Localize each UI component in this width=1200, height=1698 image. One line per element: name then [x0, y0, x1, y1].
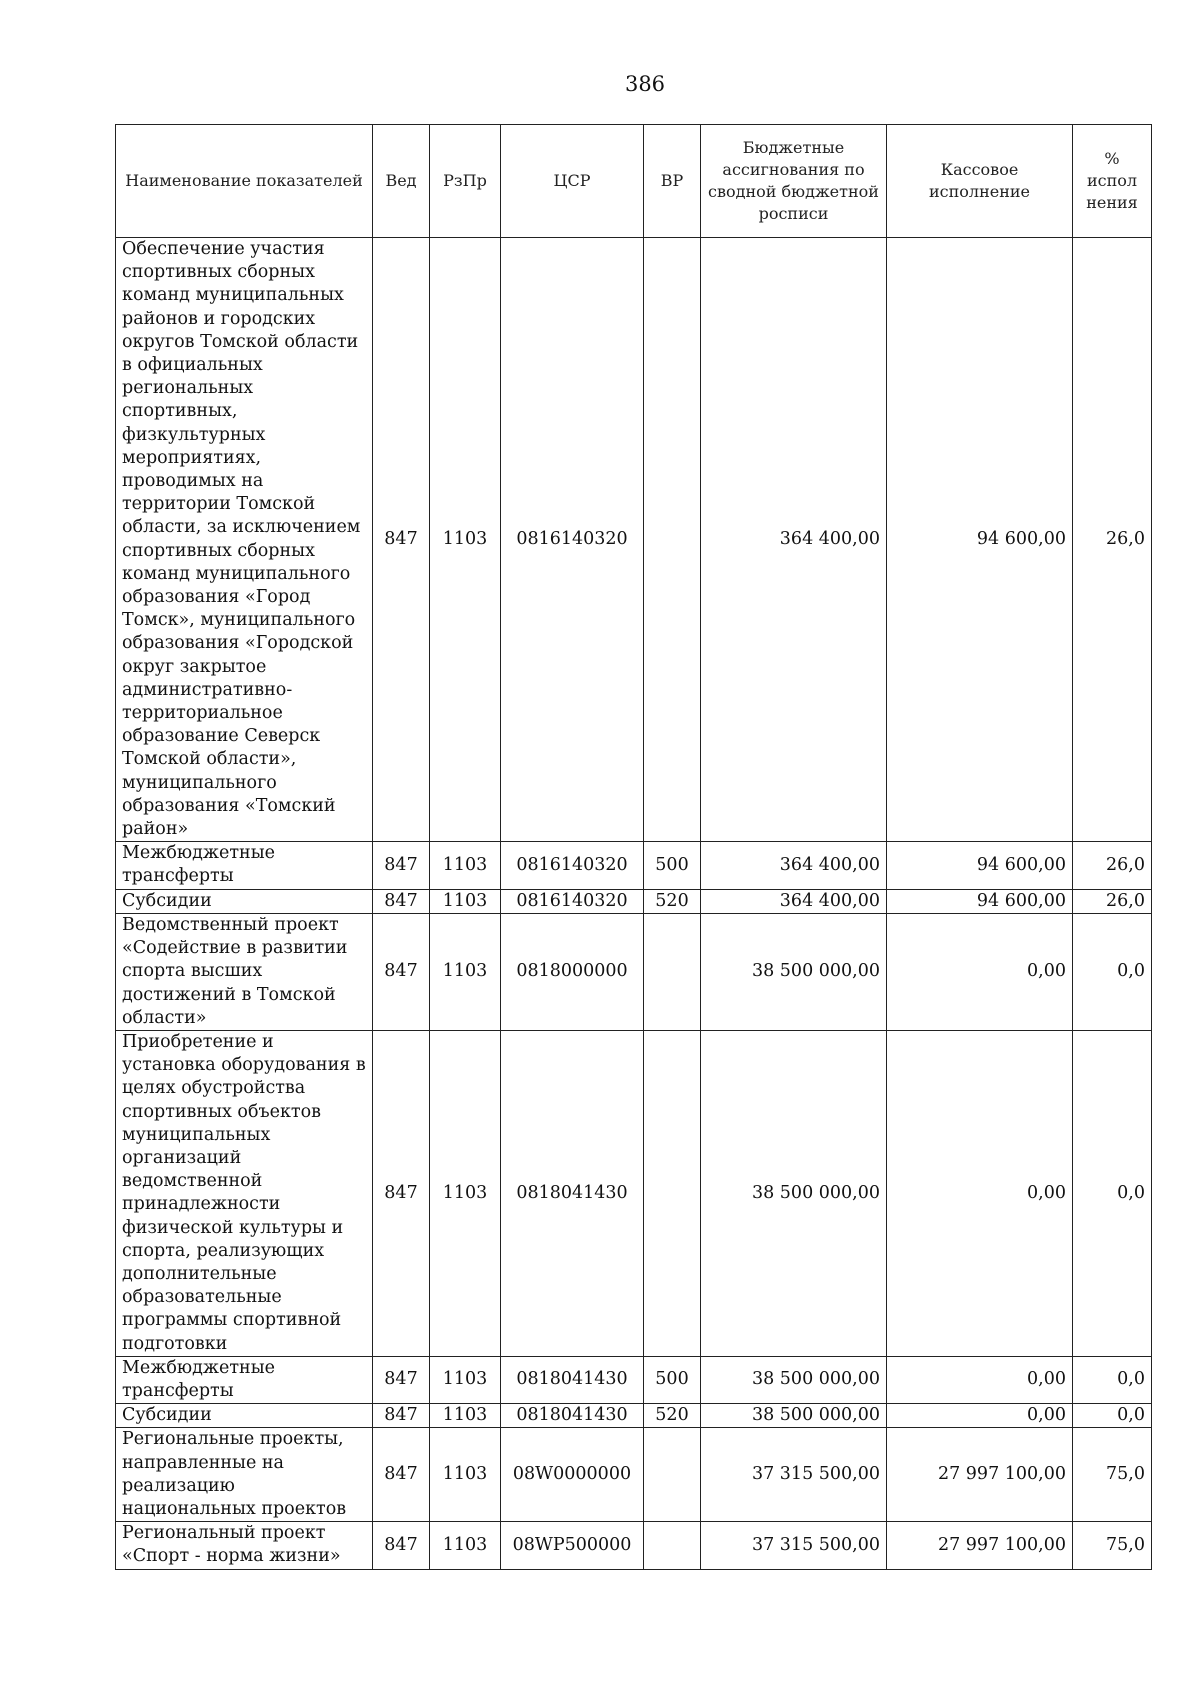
row-ved: 847 — [373, 913, 430, 1030]
row-name: Субсидии — [116, 889, 373, 913]
row-rzpr: 1103 — [430, 842, 501, 889]
row-ved: 847 — [373, 1522, 430, 1569]
row-ved: 847 — [373, 1030, 430, 1356]
row-execution: 0,00 — [887, 1030, 1073, 1356]
row-rzpr: 1103 — [430, 1356, 501, 1403]
header-rzpr: РзПр — [430, 125, 501, 238]
row-ved: 847 — [373, 842, 430, 889]
row-percent: 0,0 — [1073, 913, 1152, 1030]
header-name: Наименование показателей — [116, 125, 373, 238]
row-ved: 847 — [373, 1356, 430, 1403]
table-row — [116, 913, 1152, 1030]
row-vr — [644, 1522, 701, 1569]
row-assignments: 364 400,00 — [701, 842, 887, 889]
row-assignments: 38 500 000,00 — [701, 913, 887, 1030]
header-vr: ВР — [644, 125, 701, 238]
table-row — [116, 1030, 1152, 1356]
row-vr — [644, 913, 701, 1030]
table-row — [116, 889, 1152, 913]
row-assignments: 38 500 000,00 — [701, 1404, 887, 1428]
row-ved: 847 — [373, 1428, 430, 1522]
row-execution: 94 600,00 — [887, 842, 1073, 889]
table-row — [116, 842, 1152, 889]
row-vr — [644, 238, 701, 842]
table-row — [116, 1522, 1152, 1569]
row-vr — [644, 1428, 701, 1522]
row-rzpr: 1103 — [430, 913, 501, 1030]
row-assignments: 38 500 000,00 — [701, 1030, 887, 1356]
row-execution: 27 997 100,00 — [887, 1428, 1073, 1522]
row-name: Субсидии — [116, 1404, 373, 1428]
row-rzpr: 1103 — [430, 1404, 501, 1428]
row-csr: 0818041430 — [501, 1356, 644, 1403]
header-csr: ЦСР — [501, 125, 644, 238]
row-rzpr: 1103 — [430, 238, 501, 842]
header-assignments: Бюджетные ассигнования по сводной бюджетной росписи — [701, 125, 887, 238]
row-percent: 0,0 — [1073, 1404, 1152, 1428]
table-row — [116, 238, 1152, 842]
header-execution: Кассовое исполнение — [887, 125, 1073, 238]
row-percent: 26,0 — [1073, 238, 1152, 842]
row-rzpr: 1103 — [430, 1522, 501, 1569]
row-name: Межбюджетные трансферты — [116, 842, 373, 889]
row-name: Региональные проекты, направленные на реализацию национальных проектов — [116, 1428, 373, 1522]
row-percent: 26,0 — [1073, 889, 1152, 913]
row-csr: 0818041430 — [501, 1030, 644, 1356]
row-vr: 520 — [644, 1404, 701, 1428]
row-vr — [644, 1030, 701, 1356]
row-execution: 94 600,00 — [887, 238, 1073, 842]
row-assignments: 37 315 500,00 — [701, 1428, 887, 1522]
row-assignments: 364 400,00 — [701, 889, 887, 913]
row-execution: 0,00 — [887, 1404, 1073, 1428]
row-csr: 0816140320 — [501, 238, 644, 842]
row-vr: 500 — [644, 1356, 701, 1403]
row-execution: 27 997 100,00 — [887, 1522, 1073, 1569]
row-percent: 75,0 — [1073, 1522, 1152, 1569]
row-execution: 94 600,00 — [887, 889, 1073, 913]
row-csr: 0816140320 — [501, 889, 644, 913]
row-ved: 847 — [373, 238, 430, 842]
row-execution: 0,00 — [887, 1356, 1073, 1403]
table-row — [116, 1404, 1152, 1428]
row-vr: 500 — [644, 842, 701, 889]
row-csr: 0818000000 — [501, 913, 644, 1030]
table-row — [116, 1356, 1152, 1403]
row-assignments: 37 315 500,00 — [701, 1522, 887, 1569]
budget-table — [115, 124, 1152, 1570]
row-assignments: 364 400,00 — [701, 238, 887, 842]
row-csr: 08WP500000 — [501, 1522, 644, 1569]
row-percent: 75,0 — [1073, 1428, 1152, 1522]
row-rzpr: 1103 — [430, 1030, 501, 1356]
table-header-row — [116, 125, 1152, 238]
row-csr: 08W0000000 — [501, 1428, 644, 1522]
row-rzpr: 1103 — [430, 1428, 501, 1522]
row-csr: 0816140320 — [501, 842, 644, 889]
row-name: Региональный проект «Спорт - норма жизни» — [116, 1522, 373, 1569]
row-percent: 26,0 — [1073, 842, 1152, 889]
table-row — [116, 1428, 1152, 1522]
page-number: 386 — [624, 72, 666, 96]
row-rzpr: 1103 — [430, 889, 501, 913]
row-percent: 0,0 — [1073, 1356, 1152, 1403]
row-percent: 0,0 — [1073, 1030, 1152, 1356]
row-ved: 847 — [373, 1404, 430, 1428]
row-assignments: 38 500 000,00 — [701, 1356, 887, 1403]
header-percent: % испол нения — [1073, 125, 1152, 238]
row-execution: 0,00 — [887, 913, 1073, 1030]
row-name: Обеспечение участия спортивных сборных команд муниципальных районов и городских округов Томской области в официальных региональных спортивных, физкультурных мероприятиях, проводимых на территории Томской области, за исключением спортивных сборных команд муниципального образования «Город Томск», муниципального образования «Городской округ закрытое административно-территориальное образование Северск Томской области», муниципального образования «Томский район» — [116, 238, 373, 842]
row-name: Ведомственный проект «Содействие в развитии спорта высших достижений в Томской области» — [116, 913, 373, 1030]
row-ved: 847 — [373, 889, 430, 913]
row-csr: 0818041430 — [501, 1404, 644, 1428]
row-name: Приобретение и установка оборудования в целях обустройства спортивных объектов муниципальных организаций ведомственной принадлежности физической культуры и спорта, реализующих дополнительные образовательные программы спортивной подготовки — [116, 1030, 373, 1356]
row-vr: 520 — [644, 889, 701, 913]
row-name: Межбюджетные трансферты — [116, 1356, 373, 1403]
header-ved: Вед — [373, 125, 430, 238]
